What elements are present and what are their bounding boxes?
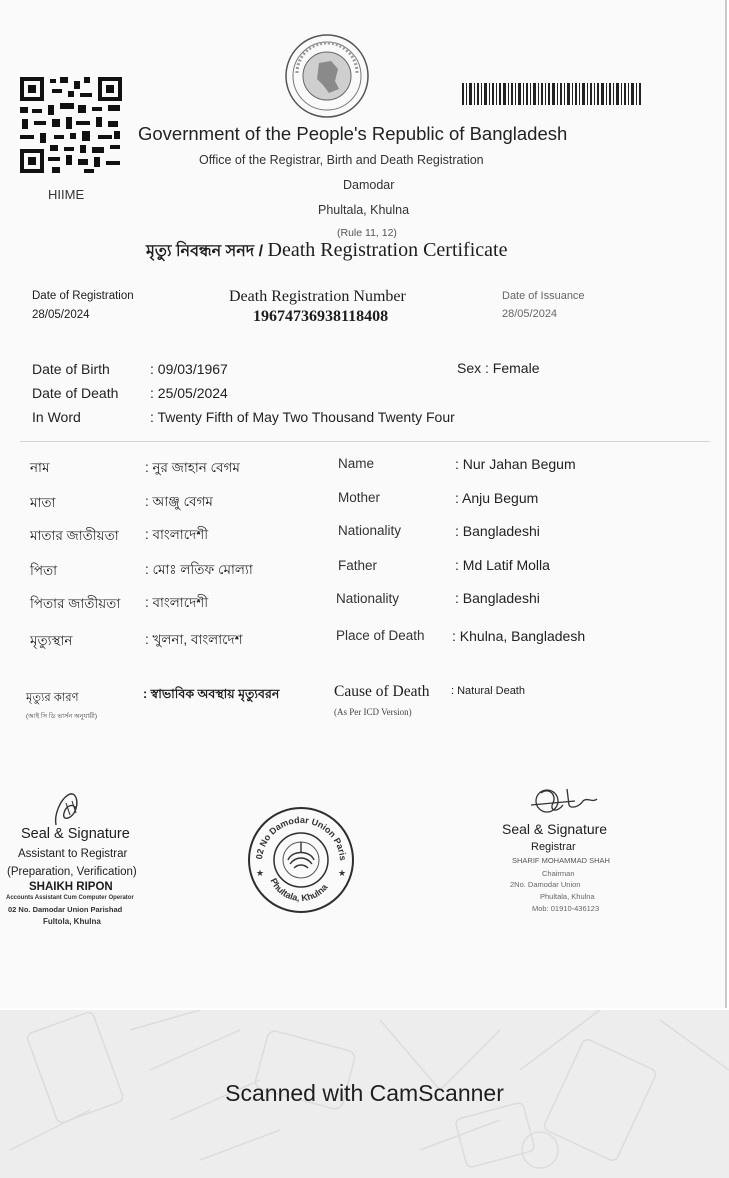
dod-value: : 25/05/2024 [150,385,228,401]
qr-caption: HIIME [48,187,85,202]
government-title: Government of the People's Republic of Bangladesh [138,123,568,144]
mother-bn-value: : আঞ্জু বেগম [145,494,213,509]
registration-date-value: 28/05/2024 [32,309,90,321]
place-of-death-bn-label: মৃত্যুস্থান [30,633,73,648]
father-nationality-bn-value: : বাংলাদেশী [145,595,209,610]
mother-nationality-bn-label: মাতার জাতীয়তা [30,528,119,543]
cause-bn-label: মৃত্যুর কারণ [26,692,79,704]
union-name: Damodar [343,178,395,192]
father-bn-value: : মোঃ লতিফ মোল্যা [145,562,253,577]
divider [20,441,710,442]
seal-star-icon: ★ [256,868,265,878]
mother-en-value: : Anju Begum [455,490,539,506]
issuance-date-label: Date of Issuance [502,290,585,302]
sex-value: Sex : Female [457,360,540,376]
cause-bn-note: (আই সি ডি ভার্সন অনুযায়ী) [26,713,98,720]
cause-en-note: (As Per ICD Version) [334,707,412,717]
right-seal-signature-title: Seal & Signature [502,821,608,837]
certificate-title [146,238,507,265]
cause-en-value: : Natural Death [451,685,525,697]
right-signature-scribble [527,783,602,819]
registration-date-label: Date of Registration [32,290,134,302]
place-of-death-en-value: : Khulna, Bangladesh [452,628,586,644]
rule-text: (Rule 11, 12) [337,227,397,239]
father-nationality-en-label: Nationality [336,591,400,606]
father-en-value: : Md Latif Molla [455,557,550,573]
mother-nationality-en-value: : Bangladeshi [455,523,540,539]
qr-code [18,75,124,175]
certificate-title-en: Death Registration Certificate [267,239,508,261]
name-en-label: Name [338,456,375,471]
mother-nationality-bn-value: : বাংলাদেশী [145,527,209,542]
left-signature-line2: 02 No. Damodar Union Parishad [8,905,123,914]
left-signature-line3: Fultola, Khulna [43,917,101,926]
father-nationality-bn-label: পিতার জাতীয়তা [30,596,121,611]
svg-text:★: ★ [338,868,347,878]
scanned-with-camscanner: Scanned with CamScanner [225,1080,504,1106]
cause-en-label: Cause of Death [334,683,430,700]
registration-number-value: 19674736938118408 [253,308,389,325]
left-signature-role: Assistant to Registrar [18,848,128,860]
dob-label: Date of Birth [32,361,110,377]
father-en-label: Father [338,558,378,573]
registration-number-label: Death Registration Number [229,288,406,305]
mother-bn-label: মাতা [30,495,56,510]
father-bn-label: পিতা [30,563,58,578]
left-signature-role2: (Preparation, Verification) [7,866,137,878]
right-signature-line4: Phultala, Khulna [540,892,595,901]
dob-value: : 09/03/1967 [150,361,228,377]
name-en-value: : Nur Jahan Begum [455,456,576,472]
cause-bn-value: : স্বাভাবিক অবস্থায় মৃত্যুবরন [143,687,280,701]
name-bn-value: : নুর জাহান বেগম [145,460,240,475]
left-signature-scribble [46,785,96,830]
right-signature-role: Registrar [531,841,576,853]
office-title: Office of the Registrar, Birth and Death Registration [199,153,484,167]
left-signature-line1: Accounts Assistant Cum Computer Operator [6,895,134,901]
left-signature-name: SHAIKH RIPON [29,881,113,893]
seal-top-text: 02 No Damodar Union Paris [254,814,349,862]
certificate-title-bn: মৃত্যু নিবন্ধন সনদ / [146,243,264,260]
place-of-death-bn-value: : খুলনা, বাংলাদেশ [145,632,243,647]
inword-label: In Word [32,409,81,425]
name-bn-label: নাম [30,460,50,475]
camscanner-footer [0,1010,729,1178]
government-emblem [283,33,371,119]
union-parishad-seal [246,806,356,914]
place-of-death-en-label: Place of Death [336,628,425,643]
right-signature-line5: Mob: 01910-436123 [532,904,600,913]
seal-bottom-text: Phultala, Khulna [268,876,330,904]
father-nationality-en-value: : Bangladeshi [455,590,540,606]
inword-value: : Twenty Fifth of May Two Thousand Twenty Four [150,409,455,425]
barcode [462,83,644,105]
upazila-name: Phultala, Khulna [318,203,410,217]
right-signature-line3: 2No. Damodar Union [510,880,581,889]
left-seal-signature-title: Seal & Signature [21,826,130,842]
mother-en-label: Mother [338,490,381,505]
issuance-date-value: 28/05/2024 [502,308,558,320]
dod-label: Date of Death [32,385,119,401]
mother-nationality-en-label: Nationality [338,523,402,538]
right-signature-line1: SHARIF MOHAMMAD SHAH [512,856,610,865]
right-signature-line2: Chairman [542,869,575,878]
